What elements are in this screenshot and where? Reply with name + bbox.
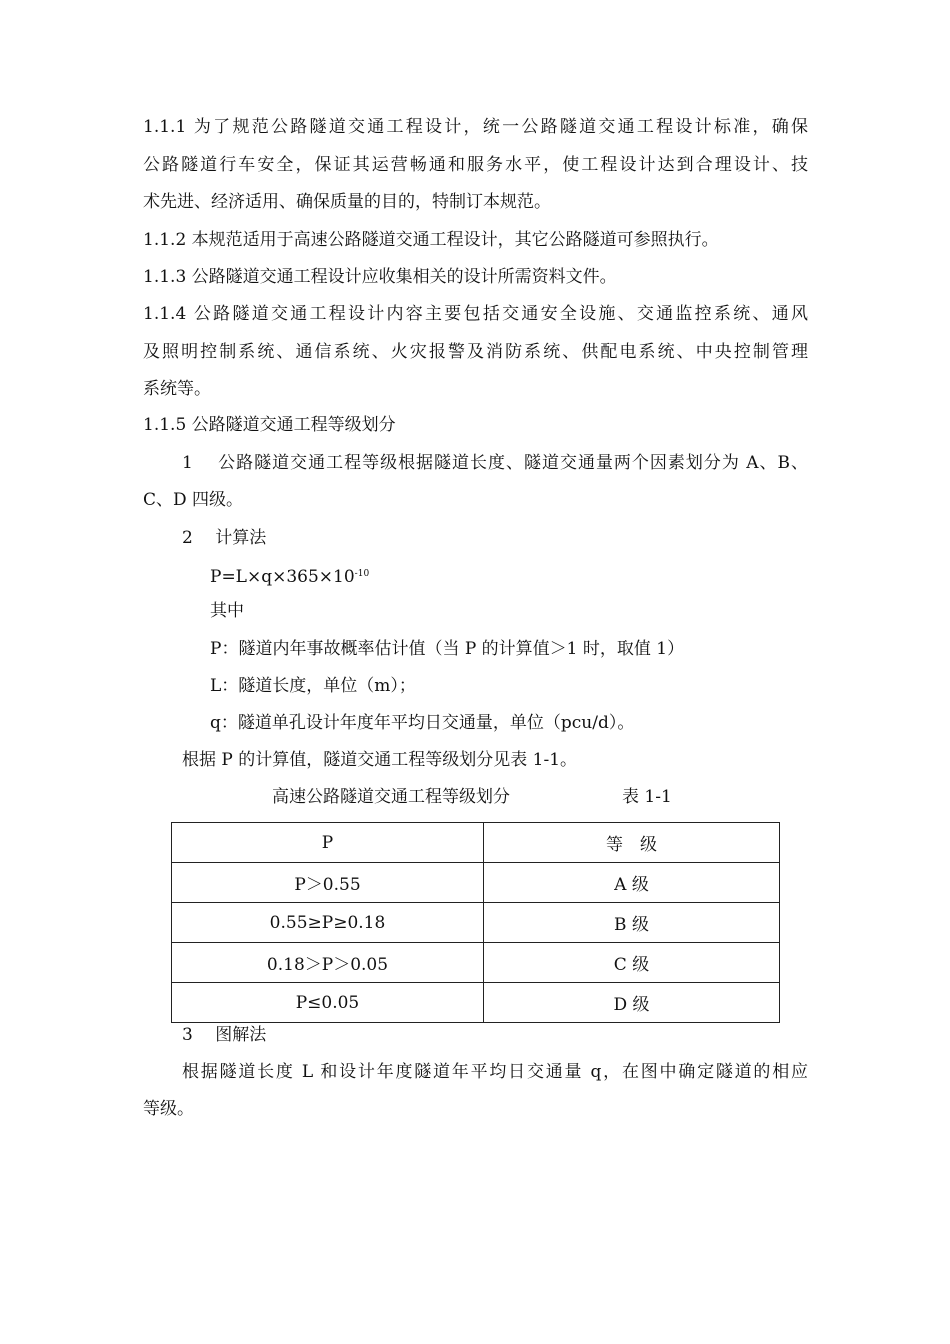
- clause-1-1-4-line-2: 及照明控制系统、通信系统、火灾报警及消防系统、供配电系统、中央控制管理: [143, 342, 808, 362]
- formula: [210, 564, 875, 587]
- closing-line-1: 根据隧道长度 L 和设计年度隧道年平均日交通量 q，在图中确定隧道的相应: [182, 1062, 808, 1082]
- definition-p: P：隧道内年事故概率估计值（当 P 的计算值＞1 时，取值 1）: [210, 639, 685, 659]
- clause-1-1-4-line-3: 系统等。: [143, 379, 211, 399]
- clause-1-1-1-line-2: 公路隧道行车安全，保证其运营畅通和服务水平，使工程设计达到合理设计、技: [143, 155, 808, 175]
- definition-q: q：隧道单孔设计年度年平均日交通量，单位（pcu/d）。: [210, 713, 635, 733]
- definition-l: L：隧道长度，单位（m）；: [210, 676, 416, 696]
- table-number: 表 1-1: [622, 787, 672, 807]
- clause-1-1-4-line-1: 1.1.4 公路隧道交通工程设计内容主要包括交通安全设施、交通监控系统、通风: [143, 304, 808, 324]
- grade-table: [171, 822, 780, 1023]
- table-row: [172, 903, 780, 943]
- clause-1-1-2: 1.1.2 本规范适用于高速公路隧道交通工程设计，其它公路隧道可参照执行。: [143, 230, 719, 250]
- table-caption: [272, 787, 692, 807]
- grade-cell: D 级: [484, 983, 780, 1023]
- p-range-cell: P＞0.55: [172, 863, 484, 903]
- item-1-line-1: 1 公路隧道交通工程等级根据隧道长度、隧道交通量两个因素划分为 A、B、: [182, 453, 808, 473]
- clause-1-1-1-line-3: 术先进、经济适用、确保质量的目的，特制订本规范。: [143, 192, 551, 212]
- item-3-heading: 3 图解法: [182, 1025, 267, 1045]
- item-2-heading: 2 计算法: [182, 528, 267, 548]
- table-header-row: [172, 823, 780, 863]
- where-label: 其中: [210, 601, 244, 621]
- table-title: 高速公路隧道交通工程等级划分: [272, 787, 510, 807]
- formula-exponent: -10: [354, 569, 370, 579]
- p-range-cell: 0.55≥P≥0.18: [172, 903, 484, 943]
- closing-line-2: 等级。: [143, 1099, 194, 1119]
- p-range-cell: 0.18＞P＞0.05: [172, 943, 484, 983]
- table-row: [172, 983, 780, 1023]
- table-row: [172, 943, 780, 983]
- item-1-line-2: C、D 四级。: [143, 490, 244, 510]
- formula-main: P=L×q×365×10: [210, 567, 355, 587]
- grade-cell: B 级: [484, 903, 780, 943]
- table-row: [172, 863, 780, 903]
- header-p: P: [172, 823, 484, 863]
- clause-1-1-1-line-1: 1.1.1 为了规范公路隧道交通工程设计，统一公路隧道交通工程设计标准，确保: [143, 117, 808, 137]
- header-grade: 等 级: [484, 823, 780, 863]
- table-reference: 根据 P 的计算值，隧道交通工程等级划分见表 1-1。: [182, 750, 578, 770]
- p-range-cell: P≤0.05: [172, 983, 484, 1023]
- clause-1-1-5-heading: 1.1.5 公路隧道交通工程等级划分: [143, 415, 396, 435]
- grade-cell: A 级: [484, 863, 780, 903]
- clause-1-1-3: 1.1.3 公路隧道交通工程设计应收集相关的设计所需资料文件。: [143, 267, 617, 287]
- grade-cell: C 级: [484, 943, 780, 983]
